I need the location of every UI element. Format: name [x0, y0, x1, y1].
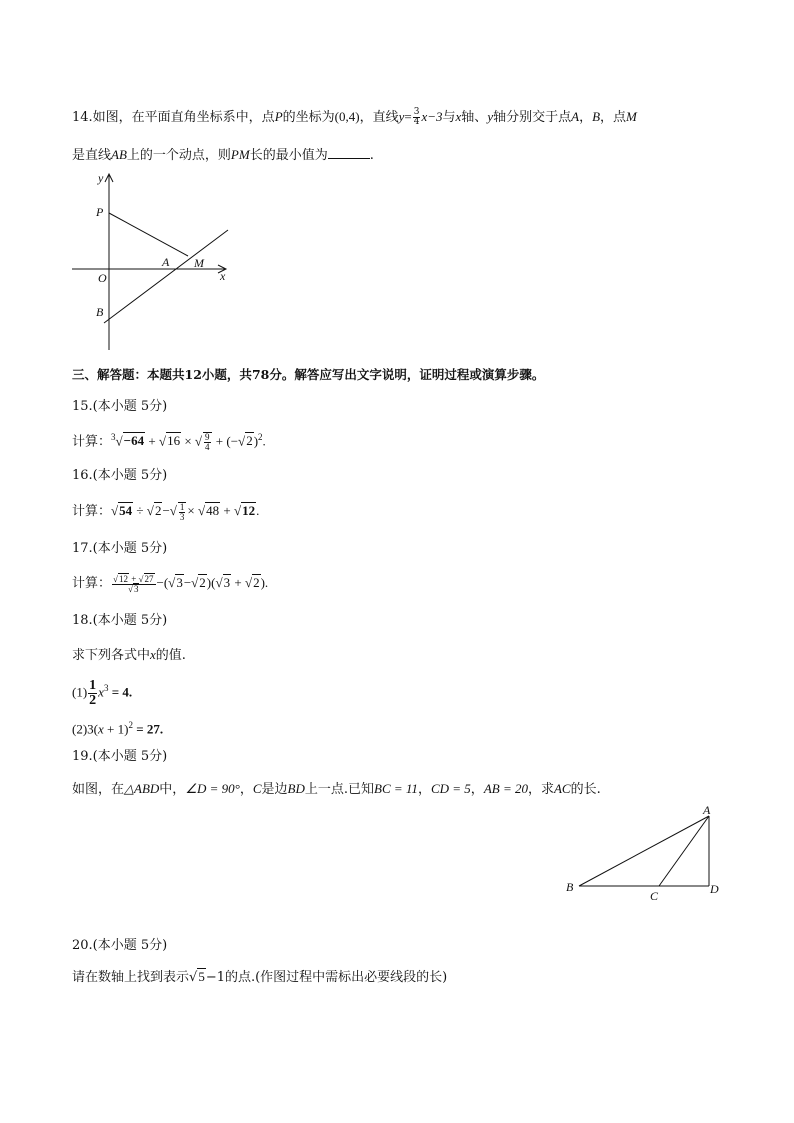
q19-text-part: ，求 — [527, 782, 554, 797]
q16-header: 16.(本小题 5分) — [72, 468, 168, 483]
label-c: C — [650, 889, 659, 903]
part-label: (1) — [72, 684, 88, 700]
big-fraction — [112, 575, 155, 594]
q20-header: 20.(本小题 5分) — [72, 938, 168, 953]
coordinate-figure — [70, 170, 240, 352]
q19-text-part: ， — [470, 782, 484, 797]
label-d: D — [710, 882, 719, 896]
q20-text — [72, 968, 447, 987]
equation-y: y — [398, 109, 405, 124]
q14-text: 轴分别交于点 — [493, 110, 572, 125]
length-cd: CD = 5 — [430, 781, 471, 796]
label-x: x — [220, 269, 226, 283]
var-ab: AB — [111, 147, 127, 162]
total-score: 78 — [251, 367, 270, 382]
exponent: 2 — [128, 720, 133, 730]
radical-icon: √ — [128, 583, 133, 594]
point-coordinate: (0,4) — [334, 109, 360, 124]
var-p: P — [274, 109, 283, 124]
label-o: O — [98, 271, 107, 285]
q18-part-1 — [72, 679, 132, 708]
q17-expression — [72, 574, 268, 594]
radical-icon: √ — [234, 503, 242, 518]
radical-icon: √ — [138, 573, 144, 584]
cube-root-index: 3 — [111, 432, 116, 442]
frac-den: 4 — [205, 442, 210, 453]
sqrt-2: 2 — [246, 433, 253, 449]
q18-part-2 — [72, 716, 163, 738]
sqrt-fraction — [203, 432, 212, 452]
q14-text: 轴、 — [461, 110, 488, 125]
var-x: x — [150, 647, 156, 662]
sqrt-2: 2 — [199, 575, 206, 590]
q16-expression — [72, 502, 259, 522]
q14-line-2 — [72, 146, 374, 165]
op: × — [181, 433, 195, 449]
q19-text-part: ， — [417, 782, 431, 797]
var-x: x — [455, 109, 462, 124]
op: − — [183, 575, 192, 590]
equation-rest: = 4. — [108, 684, 133, 700]
var-y: y — [487, 109, 494, 124]
q15-header: 15.(本小题 5分) — [72, 399, 168, 414]
slope-fraction — [413, 108, 421, 127]
q18-prompt — [72, 646, 186, 665]
sqrt-54: 54 — [119, 503, 133, 518]
op: . — [262, 433, 266, 449]
op: + (− — [212, 433, 239, 449]
q20-text-part: −1的点.(作图过程中需标出必要线段的长) — [205, 970, 448, 985]
q19-text-part: 中， — [159, 782, 186, 797]
angle-d: ∠D = 90° — [185, 781, 240, 796]
exponent: 3 — [103, 683, 109, 694]
frac-num: 9 — [205, 432, 210, 443]
var-ac: AC — [553, 781, 571, 796]
radical-icon: √ — [113, 573, 118, 584]
length-bc: BC = 11 — [374, 781, 418, 796]
length-ab: AB = 20 — [483, 781, 528, 796]
segment-ac — [659, 816, 709, 886]
var-x: x — [98, 721, 104, 737]
q14-text: 14.如图，在平面直角坐标系中，点 — [72, 110, 275, 125]
sqrt-2: 2 — [154, 503, 162, 518]
op: − — [162, 503, 170, 518]
sqrt-3: 3 — [223, 575, 231, 590]
radical-icon: √ — [146, 503, 154, 518]
q14-text: 长的最小值为 — [249, 148, 328, 163]
frac-num: 1 — [179, 502, 185, 513]
op: ). — [260, 575, 269, 590]
answer-blank — [328, 146, 370, 159]
sqrt-27: 27 — [144, 573, 154, 584]
radical-icon: √ — [215, 575, 223, 590]
sqrt-3: 3 — [133, 583, 139, 594]
segment-ab — [579, 816, 709, 886]
equation-mid: + 1) — [103, 721, 129, 737]
equation-rest: = 27. — [132, 721, 164, 737]
var-bd: BD — [287, 781, 305, 796]
q14-text: 上的一个动点，则 — [126, 148, 231, 163]
op: −( — [156, 575, 169, 590]
label-b: B — [566, 880, 574, 894]
slope-numerator: 3 — [413, 107, 420, 117]
op: + — [145, 433, 159, 449]
radical-icon: √ — [244, 575, 253, 590]
radical-icon: √ — [168, 575, 176, 590]
op: ) — [253, 433, 259, 449]
radical-icon: √ — [238, 433, 246, 449]
q14-text: ，直线 — [359, 110, 399, 125]
frac-den — [112, 585, 155, 594]
radical-icon: √ — [115, 433, 123, 449]
sqrt-2: 2 — [253, 575, 260, 590]
frac-den: 3 — [179, 512, 185, 523]
triangle-figure — [562, 800, 730, 908]
section-text: 分。解答应写出文字说明，证明过程或演算步骤。 — [269, 367, 545, 382]
equation-rest: x−3 — [421, 109, 443, 124]
var-x: x — [98, 684, 104, 700]
section-text: 三、解答题：本题共 — [72, 367, 185, 382]
label-a: A — [703, 803, 711, 817]
half-fraction — [88, 679, 97, 708]
sqrt-5: 5 — [198, 969, 205, 984]
op: )( — [206, 575, 216, 590]
section-text: 小题，共 — [201, 367, 252, 382]
op: + — [220, 503, 234, 518]
segment-pm — [109, 213, 188, 256]
calc-prefix: 计算： — [72, 576, 112, 591]
exponent: 2 — [258, 432, 263, 442]
var-pm: PM — [230, 147, 250, 162]
q14-text: ， — [579, 110, 593, 125]
q19-text-part: 的长. — [570, 782, 601, 797]
q14-text: 是直线 — [72, 148, 112, 163]
label-b: B — [96, 305, 104, 319]
q15-expression — [72, 428, 266, 452]
q14-text: 与 — [442, 110, 456, 125]
triangle-abd: △ABD — [124, 781, 160, 796]
op: . — [256, 503, 260, 518]
sqrt-12: 12 — [242, 503, 256, 518]
op: × — [187, 503, 199, 518]
var-m: M — [626, 109, 637, 124]
q19-text-part: 上一点.已知 — [304, 782, 375, 797]
q14-text: 的坐标为 — [282, 110, 335, 125]
radical-icon: √ — [189, 970, 198, 985]
var-b: B — [592, 109, 601, 124]
q19-text-part: ， — [239, 782, 253, 797]
question-count: 12 — [184, 367, 202, 382]
section-title — [72, 366, 544, 384]
frac-num: 1 — [89, 678, 97, 693]
label-y: y — [98, 171, 104, 185]
q18-header: 18.(本小题 5分) — [72, 613, 168, 628]
slope-denominator: 4 — [413, 117, 420, 127]
frac-den: 2 — [89, 693, 97, 708]
equation-equals: = — [404, 109, 412, 124]
sqrt-12: 12 — [118, 573, 128, 584]
radical-icon: √ — [111, 503, 119, 518]
label-p: P — [96, 205, 104, 219]
q14-line-1 — [72, 108, 637, 127]
q17-header: 17.(本小题 5分) — [72, 541, 168, 556]
sqrt-3: 3 — [176, 575, 183, 590]
sqrt-fraction — [178, 502, 187, 522]
sqrt-48: 48 — [206, 503, 220, 518]
calc-prefix: 计算： — [72, 504, 112, 519]
radical-icon: √ — [191, 575, 199, 590]
radical-icon: √ — [158, 433, 167, 449]
op: ÷ — [133, 503, 147, 518]
cube-root-value: −64 — [123, 433, 145, 449]
q19-text-part: 如图，在 — [72, 782, 125, 797]
sqrt-16: 16 — [167, 433, 181, 449]
radical-icon: √ — [194, 433, 203, 449]
calc-prefix: 计算： — [72, 434, 112, 450]
q19-text — [72, 780, 601, 799]
radical-icon: √ — [169, 503, 177, 518]
q19-header: 19.(本小题 5分) — [72, 749, 168, 764]
op: + — [128, 573, 139, 584]
var-a: A — [571, 109, 580, 124]
q20-text-part: 请在数轴上找到表示 — [72, 970, 190, 985]
label-a: A — [162, 255, 170, 269]
var-c: C — [252, 781, 262, 796]
q14-text: . — [369, 148, 374, 163]
q14-text: ，点 — [600, 110, 627, 125]
q19-text-part: 是边 — [261, 782, 288, 797]
op: + — [231, 575, 245, 590]
label-m: M — [194, 256, 204, 270]
q18-text: 求下列各式中 — [72, 648, 151, 663]
radical-icon: √ — [198, 503, 206, 518]
part-label: (2)3( — [72, 721, 98, 737]
q18-text: 的值. — [155, 648, 186, 663]
